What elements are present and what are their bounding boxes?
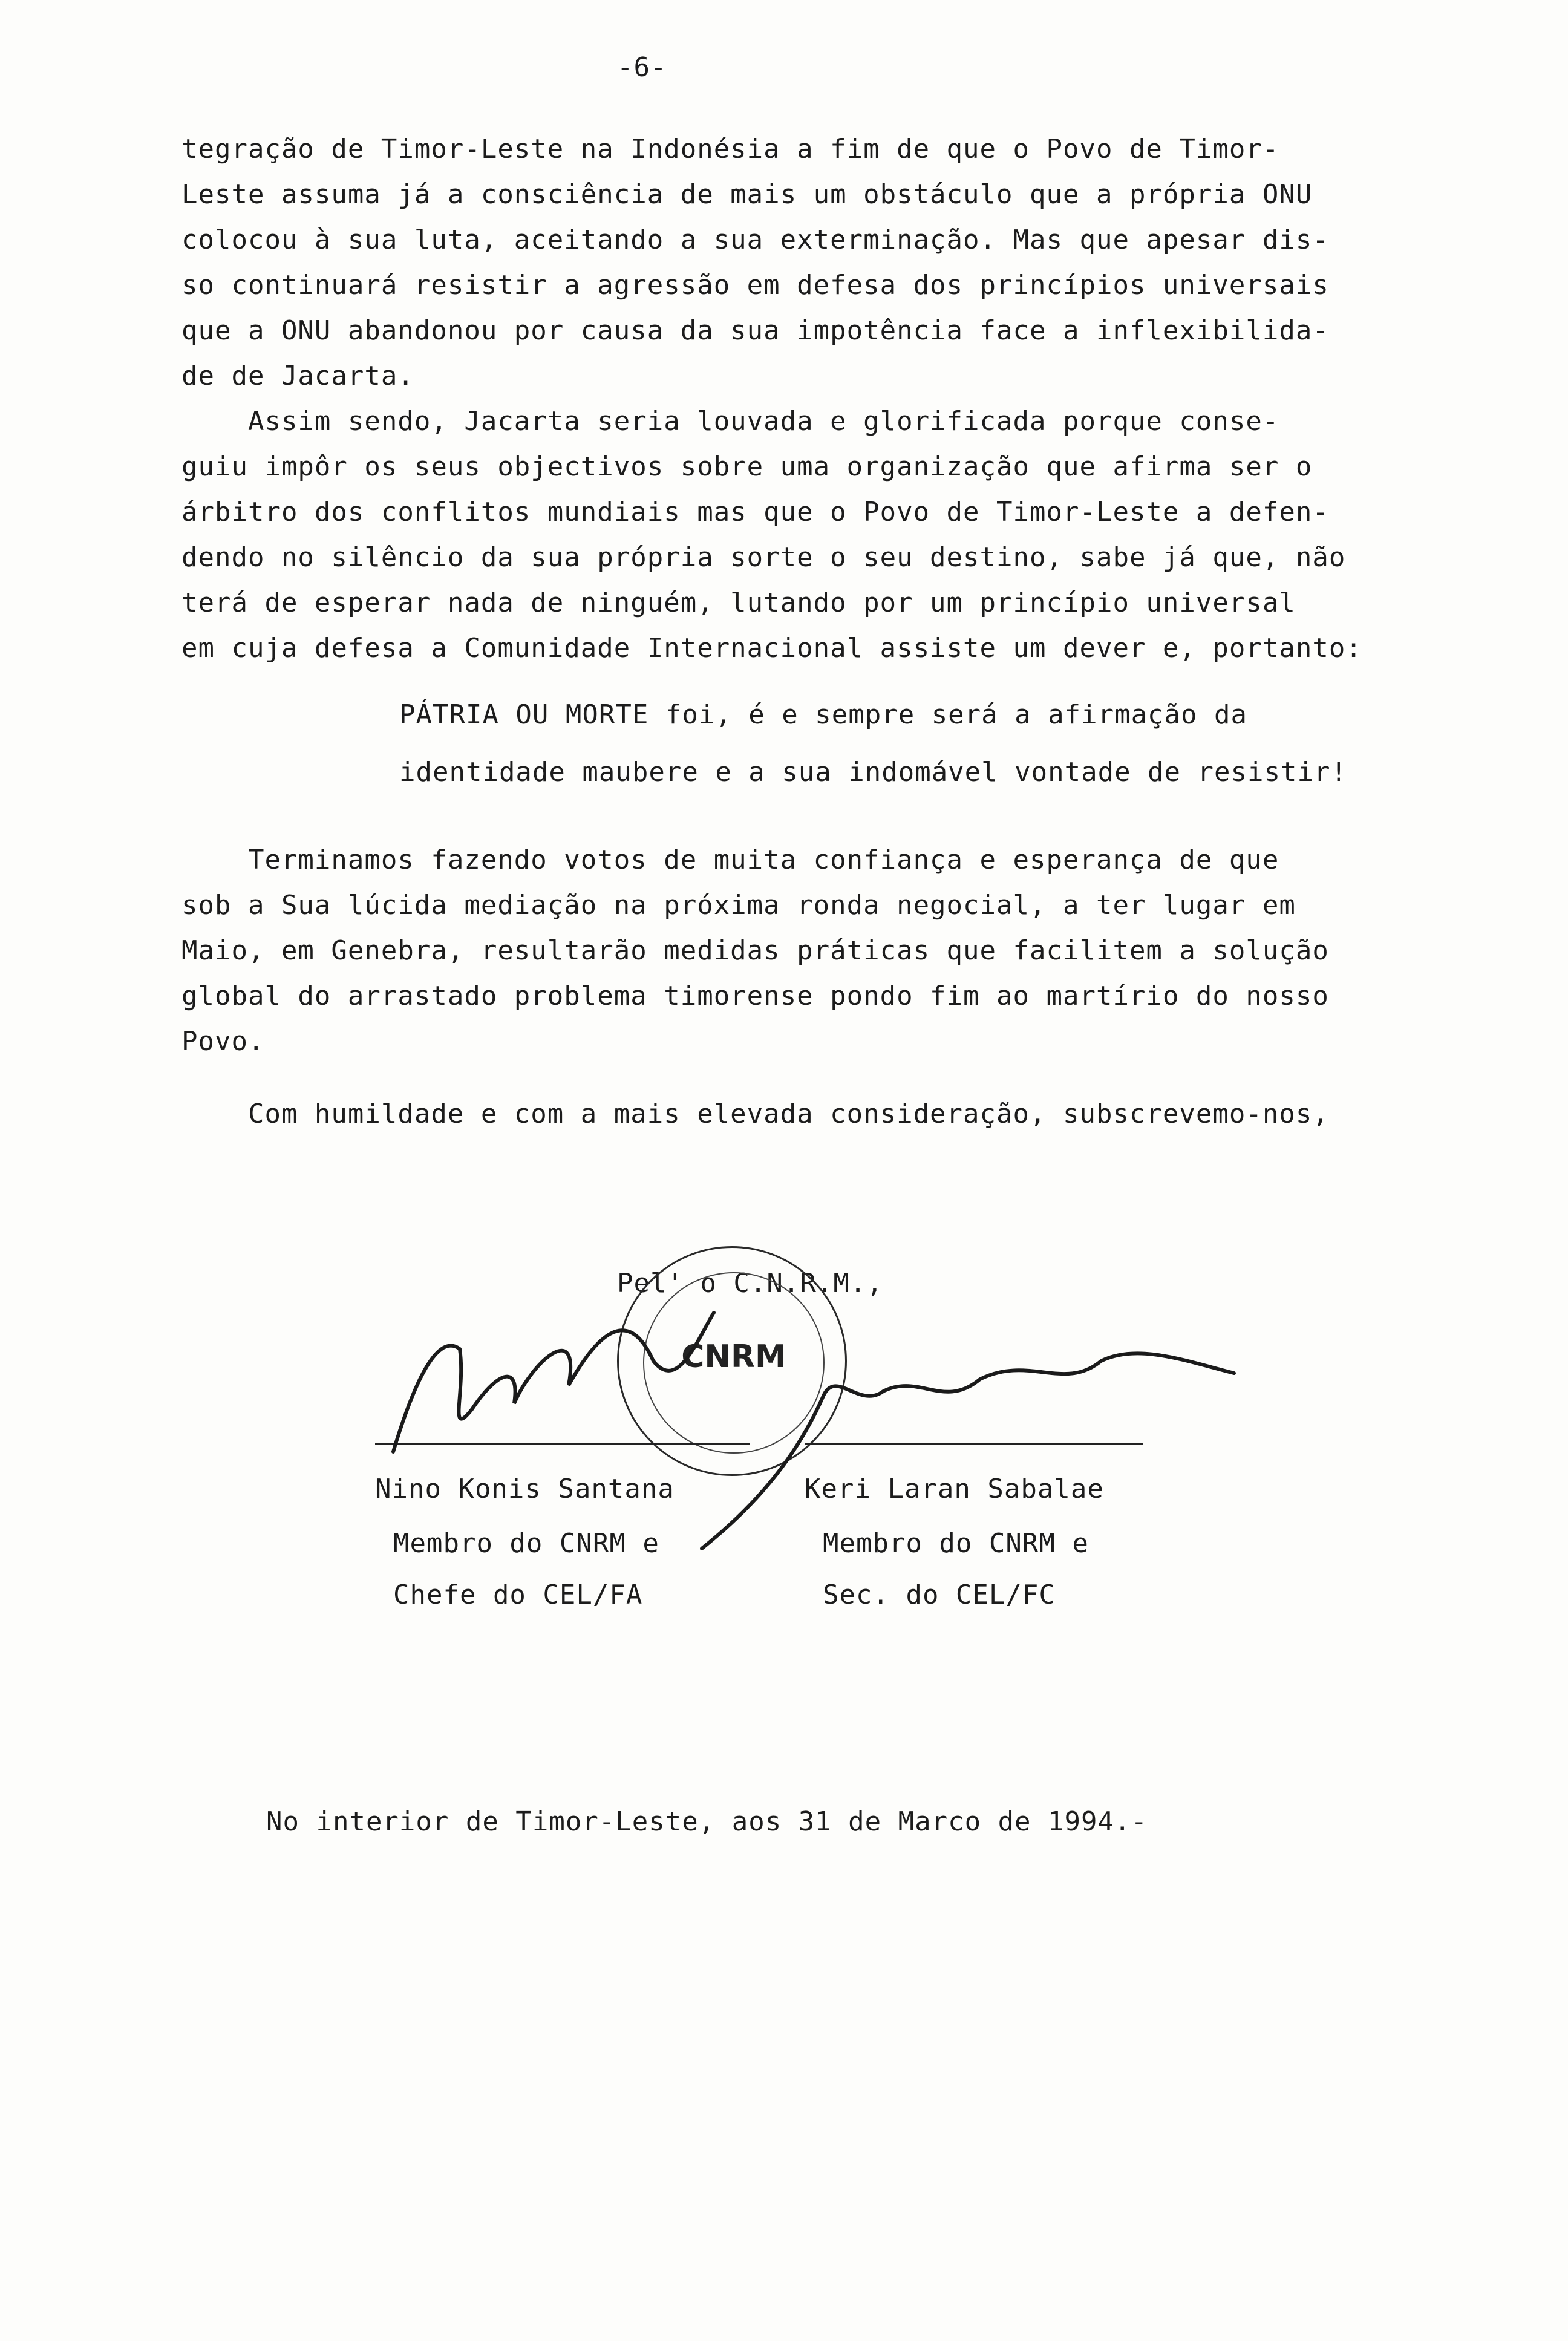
- date-line: No interior de Timor-Leste, aos 31 de Marco de 1994.-: [266, 1806, 1148, 1837]
- signature-rule-right: [805, 1443, 1143, 1445]
- signatory-role-left-2: Chefe do CEL/FA: [393, 1579, 643, 1610]
- body-line: Leste assuma já a consciência de mais um obstáculo que a própria ONU: [181, 179, 1313, 210]
- body-line: de de Jacarta.: [181, 361, 414, 391]
- closing-line: Povo.: [181, 1026, 265, 1057]
- body-line: árbitro dos conflitos mundiais mas que o Povo de Timor-Leste a defen-: [181, 497, 1329, 527]
- signatory-role-right-2: Sec. do CEL/FC: [823, 1579, 1056, 1610]
- page-number: -6-: [617, 52, 667, 83]
- signatory-role-right-1: Membro do CNRM e: [823, 1528, 1089, 1559]
- quote-line: identidade maubere e a sua indomável vontade de resistir!: [399, 757, 1347, 788]
- body-line: terá de esperar nada de ninguém, lutando por um princípio universal: [181, 587, 1296, 618]
- closing-line: Terminamos fazendo votos de muita confiança e esperança de que: [181, 844, 1279, 875]
- body-line: em cuja defesa a Comunidade Internacional assiste um dever e, portanto:: [181, 633, 1362, 664]
- body-line: que a ONU abandonou por causa da sua impotência face a inflexibilida-: [181, 315, 1329, 346]
- salutation: Com humildade e com a mais elevada consideração, subscrevemo-nos,: [181, 1099, 1329, 1129]
- signatory-name-left: Nino Konis Santana: [375, 1474, 675, 1504]
- body-line: dendo no silêncio da sua própria sorte o seu destino, sabe já que, não: [181, 542, 1346, 573]
- closing-line: Maio, em Genebra, resultarão medidas práticas que facilitem a solução: [181, 935, 1329, 966]
- organization-seal: [617, 1246, 847, 1476]
- body-line: guiu impôr os seus objectivos sobre uma organização que afirma ser o: [181, 451, 1313, 482]
- body-line: Assim sendo, Jacarta seria louvada e glorificada porque conse-: [181, 406, 1279, 437]
- signatory-role-left-1: Membro do CNRM e: [393, 1528, 659, 1559]
- body-line: colocou à sua luta, aceitando a sua exterminação. Mas que apesar dis-: [181, 224, 1329, 255]
- signature-rule-left: [375, 1443, 750, 1445]
- seal-text: CNRM: [681, 1339, 786, 1375]
- closing-line: sob a Sua lúcida mediação na próxima ronda negocial, a ter lugar em: [181, 890, 1296, 921]
- body-line: so continuará resistir a agressão em defesa dos princípios universais: [181, 270, 1329, 301]
- body-line: tegração de Timor-Leste na Indonésia a fim de que o Povo de Timor-: [181, 134, 1279, 165]
- on-behalf-line: Pel' o C.N.R.M.,: [617, 1268, 883, 1299]
- signatory-name-right: Keri Laran Sabalae: [805, 1474, 1104, 1504]
- quote-line: PÁTRIA OU MORTE foi, é e sempre será a afirmação da: [399, 699, 1248, 730]
- closing-line: global do arrastado problema timorense pondo fim ao martírio do nosso: [181, 981, 1329, 1011]
